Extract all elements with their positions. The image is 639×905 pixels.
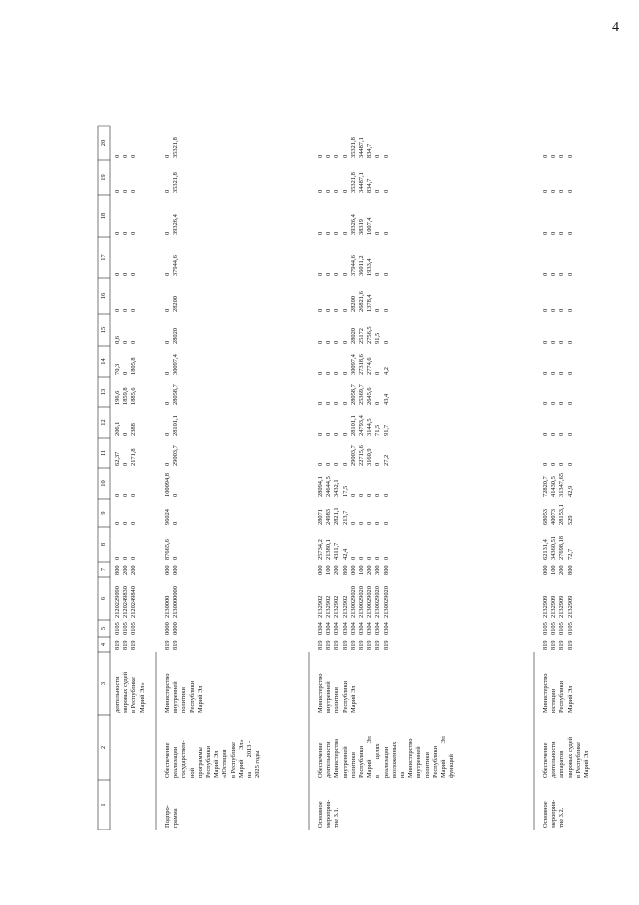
table-cell: 25734,2 21380,1 4311,7 42,4 0 0 0 0 0 [317,539,390,560]
table-cell: деятельности мировых судей в Республике Марий Эл» [114,671,146,713]
column-header: 16 [100,292,107,300]
table-cell: 0 0 0 [114,493,138,497]
table-cell: 0 0 0 0 [542,462,574,466]
table-cell: 0 35321,8 [164,137,180,158]
table-cell: 0 0 0 [114,189,138,193]
table-cell: 000 000 [164,565,180,575]
table-cell: 0 0 0 0 [542,432,574,436]
table-cell: 0,6 0 0 [114,336,138,344]
table-cell: 800 200 200 [114,565,138,575]
table-cell: 0 39326,4 [164,214,180,235]
table-cell: 2130000 2130000000 [164,586,180,618]
table-cell: 0 0 0 [114,231,138,235]
table-cell: 72820,7 41430,5 31347,65 42,9 [542,473,574,497]
column-header: 18 [100,212,107,220]
table-cell: 0 0 0 0 [542,189,574,193]
column-header: 3 [100,681,107,686]
column-header: 8 [100,542,107,547]
column-header: 10 [100,480,107,487]
table-cell: 0 0 0 0 [542,154,574,158]
table-cell: 0 0 0 [114,556,138,560]
table-cell: 196,6 1859,8 1885,6 [114,387,138,405]
column-header: 11 [100,449,107,457]
table-cell: 0105 0105 0105 [114,622,138,635]
table-cell: 0 35321,8 [164,172,180,193]
table-cell: 2132902 2132902 2132902 2132902 2130029020 2130029020 2130029020 2130029020 2130029020 [317,586,390,618]
table-cell: 0 28020 [164,328,180,344]
table-cell: 0 0 0 [114,272,138,276]
table-cell: 0 0 0 0 [542,401,574,405]
column-header: 13 [100,388,107,396]
column-header: 14 [100,358,107,365]
table-cell: 0 0 0 0 [542,340,574,344]
table-cell: 0 29003,7 [164,445,180,466]
column-header: 6 [100,596,107,601]
column-header: 5 [100,626,107,631]
column-header: 4 [100,642,107,647]
table-cell: 0 28200 [164,296,180,312]
column-header: 19 [100,174,107,181]
column-header: 20 [100,139,107,147]
table-cell: 0 28101,1 [164,415,180,436]
column-header: 1 [100,803,107,807]
table-cell: 0 0 0 0 30097,4 27318,6 2774,6 0 4,2 [317,354,390,375]
table-cell: Основное мероприя- тие 3.1. [317,799,341,828]
column-header: 12 [100,419,107,426]
column-header: 9 [100,511,107,515]
table-cell: 0 0 0 0 [542,371,574,375]
table-cell: 0105 0105 0105 0105 [542,622,574,635]
table-cell: 100094,8 0 [164,473,180,497]
table-cell: 0 0 0 0 [542,272,574,276]
table-cell: 28094,1 24644,5 3432,1 17,5 0 0 0 0 0 [317,476,390,497]
table-cell: Обеспечение деятельности Министерства внутренней политики Республики Марий Эл в целях реализации возложенных на Министерство внутренней политики Республики Марий Эл функций [317,736,456,778]
table-cell: 68053 40073 28153,1 529 [542,504,574,525]
column-header: 2 [100,745,107,750]
table-cell: 0 0 0 0 [542,231,574,235]
table-cell: 819 819 819 819 [542,640,574,650]
table-cell: 0 0 0 [114,154,138,158]
table-cell: 206,1 0 2388 [114,421,138,436]
table-cell: 0 0 0 [114,308,138,312]
table-cell: 0 0 0 [114,521,138,525]
table-cell: 2132909 2132909 2132909 2132909 [542,595,574,618]
table-cell: 0 0 0 0 29003,7 22715,6 3160,9 0 27,2 [317,445,390,466]
table-cell: Подпро- грамма [164,805,180,828]
table-cell: 0304 0304 0304 0304 0304 0304 0304 0304 0304 [317,622,390,635]
table-cell: Обеспечение реализации государствен- ной программы Республики Марий Эл «Юстиция в Республике Марий Эл» на 2013 - 2025 годы [164,739,262,778]
table-cell: 62131,4 34360,51 27698,18 72,7 [542,536,574,560]
table-cell: 0 0 0 0 35321,8 34487,1 834,7 0 0 [317,172,390,193]
table-cell: 96024 0 [164,509,180,525]
table-cell: 819 819 819 [114,640,138,650]
table-cell: 000 100 200 800 000 100 200 300 800 [317,565,390,575]
table-cell: 819 819 [164,640,180,650]
table-cell: 0 0 0 0 28101,1 24793,4 3144,5 71,5 91,7 [317,415,390,436]
table-cell: 000 100 200 800 [542,565,574,575]
table-cell: 0 0 0 0 28020 25172 2756,5 91,5 0 [317,326,390,344]
table-cell: 0 0 0 0 28058,7 25369,7 2645,6 0 43,4 [317,384,390,405]
table-cell: 819 819 819 819 819 819 819 819 819 [317,640,390,650]
table-cell: Обеспечение деятельности аппаратов мировых судей в Республике Марий Эл [542,736,591,778]
table-cell: 0 0 0 0 37944,6 36011,2 1933,4 0 0 [317,255,390,276]
table-cell: Министерство внутренней политики Республики Марий Эл [317,673,357,713]
table-cell: Министерство юстиции Республики Марий Эл [542,673,574,713]
column-header: 7 [100,567,107,572]
table-cell: 0 0 0 0 35321,8 34487,1 834,7 0 0 [317,137,390,158]
column-header: 15 [100,326,107,334]
table-cell: Министерство внутренней политики Республики Марий Эл [164,673,204,713]
budget-table [90,40,635,830]
table-cell: 0 0 0 0 28200 26821,6 1378,4 0 0 [317,291,390,312]
table-cell: 0000 0000 [164,622,180,635]
table-cell: 0 28058,7 [164,384,180,405]
page-number: 4 [612,20,619,35]
table-cell: 87665,6 0 [164,539,180,560]
table-cell: 62,37 0 2171,8 [114,448,138,466]
table-cell: 28071 24983 2821,1 213,7 0 0 0 0 0 [317,507,390,525]
table-cell: Основное мероприя- тие 3.2. [542,799,566,828]
table-cell: 0 0 0 0 39326,4 38319 1007,4 0 0 [317,214,390,235]
table-cell: 2120229090 2120249830 2120249840 [114,586,138,618]
table-cell: 70,3 0 1805,8 [114,357,138,375]
table-cell: 0 37944,6 [164,255,180,276]
table-cell: 0 0 0 0 [542,308,574,312]
column-header: 17 [100,254,107,261]
table-cell: 0 30097,4 [164,354,180,375]
